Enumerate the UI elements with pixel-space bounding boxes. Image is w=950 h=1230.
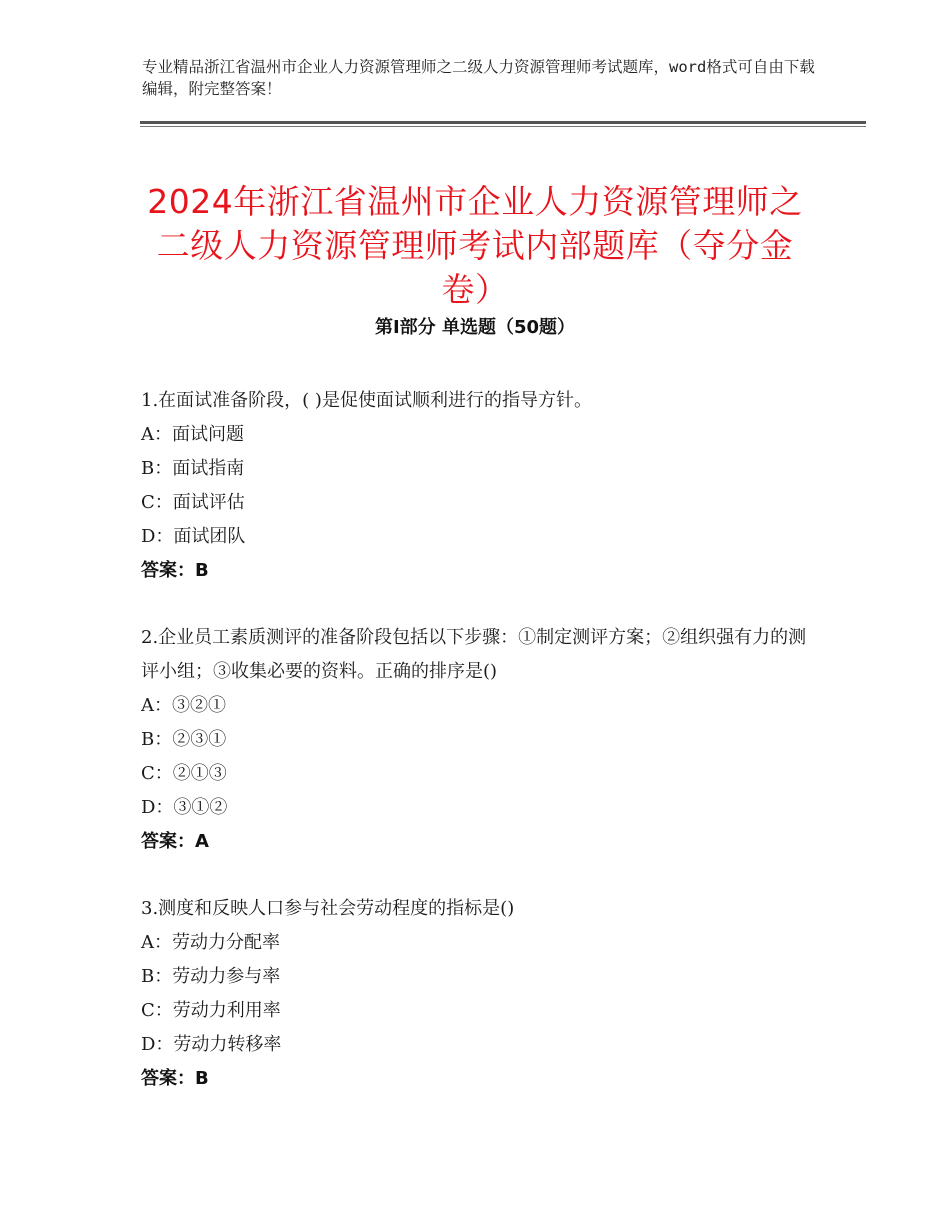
question-3 <box>141 892 821 1096</box>
option-d: D：面试团队 <box>141 526 246 547</box>
option-b: B：②③① <box>141 729 227 750</box>
header-divider-thick <box>140 121 866 124</box>
question-2 <box>141 621 821 859</box>
question-stem: 3.测度和反映人口参与社会劳动程度的指标是() <box>141 898 515 919</box>
answer: 答案：B <box>141 1068 209 1089</box>
answer: 答案：A <box>141 831 209 852</box>
question-list <box>141 384 821 1129</box>
answer: 答案：B <box>141 560 209 581</box>
option-d: D：劳动力转移率 <box>141 1034 282 1055</box>
section-title: 第Ⅰ部分 单选题（50题） <box>374 317 575 338</box>
option-c: C：面试评估 <box>141 492 245 513</box>
option-a: A：劳动力分配率 <box>141 932 280 953</box>
question-stem: 1.在面试准备阶段，( )是促使面试顺利进行的指导方针。 <box>141 390 592 411</box>
header-divider-thin <box>140 126 866 127</box>
option-a: A：③②① <box>141 695 226 716</box>
option-b: B：面试指南 <box>141 458 245 479</box>
document-title: 2024年浙江省温州市企业人力资源管理师之二级人力资源管理师考试内部题库（夺分金卷） <box>147 182 803 310</box>
option-a: A：面试问题 <box>141 424 244 445</box>
option-d: D：③①② <box>141 797 228 818</box>
header-note: 专业精品浙江省温州市企业人力资源管理师之二级人力资源管理师考试题库，word格式可自由下载编辑，附完整答案！ <box>142 58 815 98</box>
question-1 <box>141 384 821 588</box>
option-b: B：劳动力参与率 <box>141 966 281 987</box>
option-c: C：劳动力利用率 <box>141 1000 281 1021</box>
question-stem: 2.企业员工素质测评的准备阶段包括以下步骤：①制定测评方案；②组织强有力的测评小组；③收集必要的资料。正确的排序是() <box>141 627 807 682</box>
option-c: C：②①③ <box>141 763 227 784</box>
